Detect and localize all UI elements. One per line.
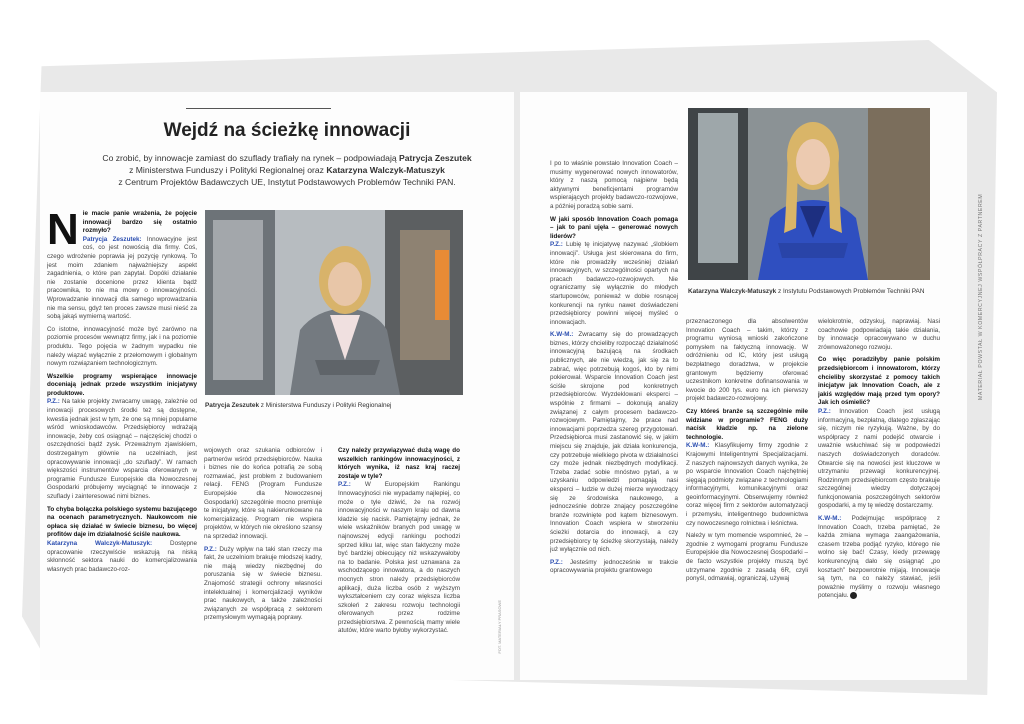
col4-para-1: I po to właśnie powstało Innovation Coach – musimy wygenerować nowych innowatorów, który z naszą pomocą najpierw będą aktywnymi beneficjentami programów wspierających projekty badawczo-rozwojowe, a później poradzą sobie sami. [550, 160, 678, 210]
col5-speaker-2: K.W-M.: [686, 442, 710, 450]
col5-para-3: Należy w tym momencie wspomnieć, że – zgodnie z wymogami programu Fundusze Europejskie dla Nowoczesnej Gospodarki – de facto wszystkie projekty muszą być utrzymane zgodnie z zasadą 6R, czyli ponyśl, odmawiaj, ograniczaj, używaj [686, 532, 808, 583]
column-2 [204, 447, 322, 662]
col4-para-4 [550, 559, 678, 576]
caption-1-org: z Ministerstwa Funduszy i Polityki Regionalnej [259, 402, 392, 409]
col6-speaker-2: P.Z.: [818, 407, 831, 415]
col1-speaker-2: P.Z.: [47, 398, 60, 406]
lead-part-3: z Centrum Projektów Badawczych UE, Instytut Podstawowych Problemów Techniki PAN. [118, 177, 456, 187]
col6-para-3 [818, 515, 940, 601]
col1-question-1: ie macie panie wrażenia, że pojęcie innowacji bardzo się ostatnio rozmyło? [82, 210, 197, 235]
caption-2-org: z Instytutu Podstawowych Problemów Techniki PAN [776, 288, 925, 295]
caption-photo-2 [688, 288, 948, 295]
photo-katarzyna-walczyk-matuszyk [688, 108, 930, 280]
column-5 [686, 318, 808, 666]
col1-para-4 [47, 506, 197, 575]
article-lead [64, 152, 510, 188]
col4-speaker-2: K.W-M.: [550, 331, 574, 339]
col1-speaker-1: Patrycja Zeszutek: [82, 235, 142, 243]
col5-question-2: Czy któreś branże są szczególnie mile widziane w programie? FENG duży nacisk kładzie np. na zielone technologie. [686, 407, 808, 441]
drop-cap: N [47, 210, 79, 254]
col6-para-2 [818, 356, 940, 511]
col1-question-2: Wszelkie programy wspierające innowacje doceniają jednak przede wszystkim inicjatywy produktowe. [47, 372, 197, 397]
col1-answer-2: Na takie projekty zwracamy uwagę, zależnie od innowacji procesowych środki też są dostępne, kwestia jednak jest w tym, że one są mniej popularne wśród wnioskodawców. Przedsiębiorcy wdrażają innowacje, żeby coś osiągnąć – najczęściej chodzi o oszczędności bądź zysk. Przeważnym zjawiskiem, dostrzegalnym głównie na uczelniach, jest opracowywanie innowacji „do szuflady”. W ramach większości instrumentów wsparcia oferowanych w programie Fundusze Europejskie dla Nowoczesnej Gospodarki próbujemy wyciągnąć te innowacje z szuflady i zainteresować nimi biznes. [47, 398, 197, 500]
col4-answer-3: Jesteśmy jednocześnie w trakcie opracowywania projektu grantowego [550, 558, 678, 575]
col2-para-1: wojowych oraz szukania odbiorców i partnerów wśród przedsiębiorców. Nauka i biznes nie do końca potrafią ze sobą rozmawiać, jest problem z budowaniem relacji. FENG (Program Fundusze Europejskie dla Nowoczesnej Gospodarki) szczególnie mocno premiuje te inicjatywy, które są nakierunkowane na komercjalizację. Program nie wspiera projektów, w których nie określono szansy na sprzedaż innowacji. [204, 447, 322, 540]
title-rule [186, 108, 331, 109]
col4-answer-1: Lubię tę inicjatywę nazywać „ślobkiem innowacji”. Usługa jest skierowana do firm, które nie prowadziły wcześniej działań innowacyjnych, w szczególności opartych na pracach badawczo-rozwojowych. Nie ograniczamy się wyłącznie do młodych startupowców, ponieważ w dobie rosnącej konkurencji na rynku nawet doświadczeni przedsiębiorcy powinni więcej myśleć o innowacjach. [550, 241, 678, 326]
col1-answer-3: Dostępne opracowanie rzeczywiście wskazują na niską skłonność sektora nauki do komercjalizowania własnych prac badawczo-roz- [47, 539, 197, 573]
caption-1-name: Patrycja Zeszutek [205, 402, 259, 409]
col3-question-1: Czy należy przywiązywać dużą wagę do wszelkich rankingów innowacyjności, z których wynika, iż nasz kraj raczej zostaje w tyle? [338, 447, 460, 480]
col6-para-1: wielokrotnie, odzyskuj, naprawiaj. Nasi coachowie podpowiadają takie działania, by innowacje opracowywano w duchu zrównoważonego rozwoju. [818, 318, 940, 351]
col1-para-3 [47, 373, 197, 502]
column-1 [47, 210, 197, 665]
col4-para-3 [550, 331, 678, 554]
col4-question-1: W jaki sposób Innovation Coach pomaga – jak to pani ujęła – generować nowych liderów? [550, 215, 678, 240]
lead-name-1: Patrycja Zeszutek [399, 153, 472, 163]
photo-credit: FOT. MATERIAŁY PRASOWE [497, 600, 502, 654]
col6-question-2: Co więc poradziłyby panie polskim przedsiębiorcom i innowatorom, którzy chcieliby skorzystać z pomocy takich inicjatyw jak Innovation Coach, ale z jakiś względów mają przed tym opory? Jak ich ośmielić? [818, 356, 940, 407]
col5-para-2 [686, 408, 808, 528]
photo-patrycja-zeszutek [205, 210, 463, 395]
col6-answer-3: Podejmując współpracę z Innovation Coach, trzeba pamiętać, że każda zmiana wymaga zaangażowania, czasem trzeba podjąć ryzyko, którego nie wolno się bać! Czasy, kiedy przewagę konkurencyjną dało się osiągnąć „po kosztach” bezpowrotnie mijają. Innowacje są tym, na co należy stawiać, jeśli poważnie myślimy o rozwoju własnego potencjału. [818, 515, 940, 600]
lead-part-1: Co zrobić, by innowacje zamiast do szuflady trafiały na rynek – podpowiadają [102, 153, 400, 163]
col4-speaker-1: P.Z.: [550, 241, 563, 249]
col2-answer-2: Duży wpływ na taki stan rzeczy ma fakt, że uczelniom brakuje młodszej kadry, nie mają wiedzy niezbędnej do poruszania się w świecie biznesu. Znajomość strategii ochrony własności intelektualnej i komercjalizacji wyników prac naukowych, a także zależności związanych ze współpracą z sektorem przemysłowym wymagają poprawy. [204, 545, 322, 622]
col1-answer-1: Innowacyjne jest coś, co jest nowością dla firmy. Coś, czego wdrożenie poprawia jej pozycję rynkową. To jest moim zdaniem najważniejszy aspekt zagadnienia, o które pan zapytał. Dopóki działanie nie zostanie docenione przez klienta bądź pracownika, to nie ma mowy o innowacyjności. Wprowadzanie innowacji dla samego wprowadzania nie ma sensu, gdyż ten proces zawsze musi nieść za sobą jakąś wymierną wartość. [47, 235, 197, 321]
col1-para-2: Co istotne, innowacyjność może być zarówno na poziomie procesów wewnątrz firmy, jak i na poziomie produktu. Tego pojęcia w żadnym wypadku nie należy wiązać wyłącznie z przełomowym i globalnym nowym rozwiązaniem technologicznym. [47, 325, 197, 368]
sponsored-note: MATERIAŁ POWSTAŁ W KOMERCYJNEJ WSPÓŁPRACY Z PARTNEREM [978, 193, 984, 400]
caption-photo-1 [205, 402, 465, 409]
col2-speaker-2: P.Z.: [204, 545, 217, 553]
col4-para-2 [550, 216, 678, 328]
col3-speaker-1: P.Z.: [338, 481, 351, 489]
col6-speaker-3: K.W-M.: [818, 515, 842, 523]
col1-para-1 [47, 210, 197, 322]
column-4 [550, 160, 678, 665]
col1-question-3: To chyba bolączka polskiego systemu bazującego na ocenach parametrycznych. Naukowcom nie opłaca się działać w świecie biznesu, bo więcej profitów daje im działalność ściśle naukowa. [47, 505, 197, 539]
column-6 [818, 318, 940, 666]
col2-para-2 [204, 546, 322, 623]
caption-2-name: Katarzyna Walczyk-Matuszyk [688, 288, 777, 295]
col3-answer-1: W Europejskim Rankingu Innowacyjności nie wypadamy najlepiej, co może o tyle dziwić, że na rozwój innowacyjności w naszym kraju od dawna kładzie się nacisk. Pamiętajmy jednak, że wiele wskaźników branych pod uwagę w najnowszej edycji rankingu pochodzi sprzed kilku lat, więc stan faktyczny może być bardziej obiecujący niż wskazywałoby na to badanie. Polska jest uznawana za wschodzącego innowatora, a do naszych mocnych stron należy przedsiębiorców aplikacji, duża liczba osób z wyższym wykształceniem czy coraz większa liczba szkoleń z zakresu rozwoju technologii oferowanych przez rodzime przedsiębiorstwa. Z pewnością mamy wiele atutów, które warto byłoby wykorzystać. [338, 481, 460, 635]
end-of-article-mark [850, 592, 857, 599]
col4-answer-2: Zwracamy się do prowadzących biznes, którzy chcieliby rozpocząć działalność innowacyjną bazującą na środkach publicznych, ale nie wiedzą, jak się za to zabrać, więc potrzebują kogoś, kto by nimi pokierował. Wsparcie Innovation Coach jest ściśle skrojone pod konkretnych przedsiębiorców. Wyzdeklowani eksperci – wspólnie z firmami – dokonują analizy związanej z całym procesem badawczo-rozwojowym. Pamiętajmy, że prace nad innowacjami poprzedza szereg przygotowań. Przedsiębiorca musi zastanowić się, w jakim miejscu się znajduje, jak działa konkurencja, czy potrzebuje wielkiego pivota w działalności czy może jednak niezbędnych modyfikacji. Trzeba zadać sobie mnóstwo pytań, a w uzyskaniu odpowiedzi pomagają nasi eksperci – ludzie w dużej mierze wywodzący się ze środowiska naukowego, a jednocześnie dobrze znający poszczególne branże rozwinięte pod kątem biznesowym. Innovation Coach wspiera w stworzeniu ścieżki dotarcia do innowacji, a czy przedsiębiorcy tę ścieżkę skorzystają, należy już wyłącznie od nich. [550, 331, 678, 554]
col5-para-1: przeznaczonego dla absolwentów Innovation Coach – takim, którzy z programu wyniosą wnioski zakończone pomysłem na faktyczną innowację. W odróżnieniu od IC, który jest usługą bezpłatnego doradztwa, w projekcie grantowym będziemy oferować uczestnikom konkretne dofinansowania w kwocie do 200 tys. euro na ich pierwszy projekt badawczo-rozwojowy. [686, 318, 808, 403]
col6-answer-2: Innovation Coach jest usługą informacyjną, bezpłatną, dlatego zgłaszając się, niczym nie ryzykują. Ważne, by do współpracy z nami podejść otwarcie i uważnie wsłuchiwać się w podpowiedzi naszych doświadczonych doradców. Otwarcie się na nowości jest kluczowe w utrzymaniu przewagi konkurencyjnej. Rodzinnym przedsiębiorcom często brakuje szczególnej wiedzy dotyczącej funkcjonowania poszczególnych sektorów gospodarki, a my tę wiedzę dostarczamy. [818, 407, 940, 510]
col1-speaker-3: Katarzyna Walczyk-Matuszyk: [47, 539, 153, 547]
column-3 [338, 447, 460, 662]
lead-name-2: Katarzyna Walczyk-Matuszyk [326, 165, 445, 175]
col4-speaker-3: P.Z.: [550, 558, 563, 566]
article-title: Wejdź na ścieżkę innowacji [163, 120, 411, 141]
col3-para-1 [338, 447, 460, 636]
col5-answer-2: Klasyfikujemy firmy zgodnie z Krajowymi Inteligentnymi Specjalizacjami. Z naszych najnowszych danych wynika, że po wsparcie Innovation Coach najchętniej sięgają podmioty związane z technologiami informacyjnymi, komunikacyjnymi oraz geoinformacyjnymi. Obserwujemy również coraz więcej firm z sektorów automatyzacji i przemysłu, inteligentnego budownictwa czy nowoczesnego rolnictwa i leśnictwa. [686, 442, 808, 527]
lead-part-2: z Ministerstwa Funduszy i Polityki Regionalnej oraz [129, 165, 327, 175]
